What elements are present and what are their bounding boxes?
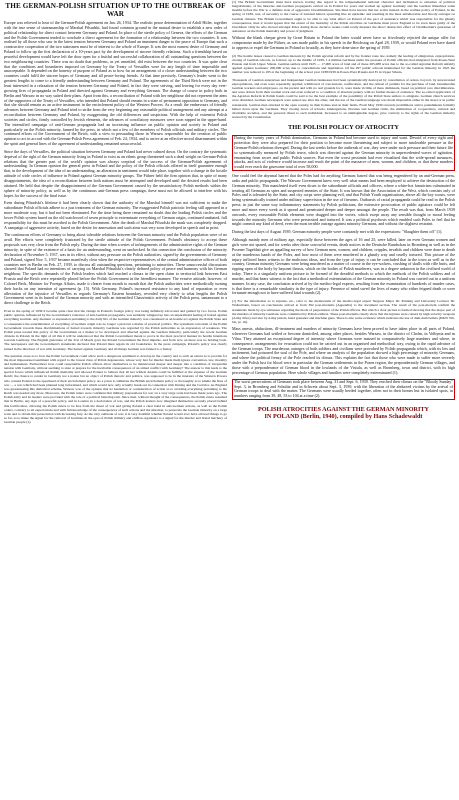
left-column [4, 0, 227, 800]
paragraph-3: Even during Pilsudski's lifetime it had been clearly shown that the authority of the Marshal himself was not sufficient to make the subordinate Polish officials adhere to a just treatment of the German minority. The exaggerated Polish patriotic feeling still appeared in a more moderate way, but it had not been eliminated. For the time being there remained no doubt that the leading Polish circles and the lower Polish system based on the old watchword of seven principle to exterminate everything of German origin, continued unabated, full responsibility for this must be ascribed to the Polish Government. After the death of Marshal Pilsudski the mask was completely dropped. A campaign of aggressive activity, based on the desire for annexation and such aims was very soon developed in speech and in print. [4, 200, 227, 230]
paragraph-last-days: During the last days of August 1939, German minority people were constantly met with the expressions: "Slaughter them off" (1). [232, 229, 443, 235]
highlighted-paragraph-domination: During the twenty years of Polish domination, Germans in Poland had become used to injury and want. Devoid of every right and protection they were also prepared for their position to become more threatening and subject to more intolerable pressure as the German-Polish relations diverged. During the last weeks before the outbreak of war, they were under such pressure and their future life so systematically menaced by Polish terror, which was directed against the German minority in unprecedented waves of agitation, emanating from secret and public Polish sources. But even the worst pessimist had ever visualised that the wide-spread measures, attacks, and acts of violence would increase and reach the point of the massacre of men, women, and children, or that these murders would ever reach the gruesome total of over 58,000. [234, 135, 453, 170]
paragraph-mass-arrests: Mass arrests, abductions, ill-treatment and murders of minority Germans have been proved to have taken place in all parts of Poland, wherever Germans had settled or become domiciled, among other places, besides Warsaw, in the district of Cholm, in Volhynia and in Vilna. They attained an exceptional degree of intensity where Germans were massed in comparatively large numbers and where, in consequence, arrangements for evacuation could not be carried out in an organised and methodical way, owing to the rapid advance of the German troops. The murderous outrages of both soldiers and civilians were provoked by Polish propaganda which, with its lies and incitement, had poisoned the soul of the Pole, and where an analysis of the population showed a high percentage of minority Germans, and where the political frenzy of the Pole reached its climax. This explains the fact that those who were made to suffer more severely under the Polish lust for blood were in particular the German settlements in the Posen region, the preponderantly German villages, and those with a preponderance of German blood in the lowlands of the Vistula, as well as Bromberg, town and district, with its high percentage of German population. Here whole villages and families were completely exterminated (1). [232, 326, 455, 375]
paragraph-2: Since the days of Versailles, the political situation between Germany and Poland had never calmed down. On the contrary the systematic deprival of the right of the German minority living in Poland to exist as an ethnic group threatened such a dead weight on German-Polish relations that the greater part of the world's opinion was always sceptical of the success of the German-Polish agreement of understanding. In German opinion the general press in Poland and the policy of the Polish officials offered in itself guarantee enough that, in the development of the idea of an understanding, an alteration in sentiment would take place, together with a change in the hostile attitude of wide circles of influence in Poland against German minority groups. The Führer held the firm opinion that, in spite of many disappointments, the idea of a reconciliation between both nations must be attempted and developed until the desired results had been attained. He held that despite the disappointment of the German Government caused by the unsatisfactory Polish methods within the sphere of minority policy, as well as by the continuous anti-German press campaign, these must not be allowed to interfere with his hopes for the success of the final issue. [4, 148, 227, 198]
paragraph-4: The continuous efforts of Germany to bring about tolerable relations between the German minority and the Polish population were of no avail. Her efforts were completely frustrated by the sterile attitude of the Polish Government. Poland's obstinacy to accept these proposals was very clear from the Polish reply. During the time when a series of infringements of the administrative rights of the German minority, in spite of the existence of a basis for an understanding, went on unchecked. In this connection the conclusion of the minority declaration of November 5, 1937, was in its effect, without any pressure on the Polish authorities, signed by the governments of Germany and Poland, signed Nov. 5, 1937 became manifestly clear when the respective representatives of the central administrative offices of both countries met in Berlin on Feb. 27, 1939, to discuss all outstanding questions, pertaining to minorities. These unsuccessful discussions showed that Poland had no intentions of carrying on Marshal Pilsudski's clearly defined policy of peace and harmony with his German neighbour. The specific demands of the Polish leaders which had reached a climax in the open claim to territorial link between East Prussia and the Reich were repeatedly placed before the Polish Government in the friendliest manner: The evasive attitude, however, of Colonel Beck, Minister for Foreign Affairs, made it clearer from month to month that the Polish authorities were methodically turning their backs on any intention of agreement (p. 15). With Germany, Poland's increased resistance to any kind of reparation or even alleviation of the injustice of Versailles as regards Germany's Eastern boundary, revealed very clearly to what lengths the Polish Government went in its hatred of the German minority and with an intensified Chauvinistic activity of the Polish press, tantamount to a direct challenge to the Reich. [4, 232, 227, 306]
footnote-1: (1) The British Government must have known, having due regard to the temperamental national character and inclination to extremes of political megalomania, of the likewise anti-German propaganda carried on in Poland for years and worked up against Germany and the German minorities some months before the War to a definite state of aggressive bloodthirstiness. She must have known that her active interest in the warlike policy of Poland, in the spring of 1939, was, of necessity to the course of national hatred, spreading like an epidemic and resulting in the most unbelievable and bloody outrages on German citizens. The British Government ought to be able to say what effect on Poland of the pact of assistance which was responsible for the ghastly consequences, then it would appear that the extent of the bestiality of the Polish atrocities on Germans must prove England to be even more guilty of the bloodshed. Only he who moved amongst Poles during those decisive weeks could really measure the direct destructive effect of Chamberlain's guarantee of assistance on the Polish mentality and power of judgment. [232, 0, 455, 34]
footnote-3: (1) For the information as to injuries, etc., refer to the memoranda of the medico-legal expert Surgeon Major Dr. Panning and University Lecturer Dr. Waltermann, based on conclusions arrived at from 392 post-mortems (Appendix) to the document section. The result of the post-mortem confirm the statements made by eye-witnesses regarding the mode of perpetration of the Polish officers. But which a clear picture is formed showing that the major part of the murders of minority Germans were committed by Polish soldiers. These post-mortems clearly show that the injuries were caused by high-velocity weapons (Army rifles) and also by Army pistols, hand grenades and machine guns. There is also some evidence which indicates the use of dum-dum bullets (DKW Wh, bis, pt. 16). [232, 299, 455, 325]
paragraph-6: The question arose as to how the Polish Government could allow such a dangerous sentiment to develop in the country and to such an extent as to provide for the most impassioned sentiment with regard to the lowest class of Polish degenerates, whose very lust for murder made them ignore convention, law, morality and humaneness. Furthermore how could responsible Polish officers allow themselves to be maneuvered deeper and deeper into a condition of irreparable tension with Germany, without seeming to state or prepare for the inevitable consequences of an armed conflict with Germany? The answer to this leads to the special forces which influenced Polish mentality and allowed Poland to believe that all her wildest dreams could be fulfilled at the expense of the German Reich; the chance to render in Germany not a nation but an object of Polish rhetoric and politics, was supposed to be in the interests of the Western Powers who wanted Poland as the spearhead of their encirclement policy. As a pawn to stimulate the British encirclement policy or thoroughly as to kindle the fires of war — a war which had been planned long beforehand, and which would now only actually break out in connection with Danzig and the Corridor. As England was guaranteeing this diabolical scheme, Warsaw was of the opinion that no hesitation or consideration of action as to avoiding everything pertaining to the Reich was needed any more. Moreover, the Polish rulers were confident that military preparations for war on a very large scale had been made years ago. The Polish army and its leaders were provided with the role of a political battering ram. Since then, without thought of the consequences, the Polish rulers assumed that in Berlin, any sign of a peaceful policy, and in London in a declaration of war, and the Polish leaders now imagined themselves securely placed behind this fortification, allowing the Polish rulers to be free from the threat of war and giving Poland a clear hand in anti-German actions, as well as the Polish orders, contrary to all expectations and with full knowledge of the consequences of such actions and the situation, to persecute the German minority on a large scale and to obtain this persecution with increasing fury. At the very outbreak of war, it is very doubtful whether Poland would ever have allowed things to go so far, as to make the signal for the removal of Germans in the eyes of Polish military and civilian organisers to a signal for the murder and brutal butchery of German people (1). [4, 353, 227, 425]
paragraph-hatred: One could feel the abysmal hatred that the Poles had for anything German; hatred that was being engendered by an anti-German press, radio and public propaganda. The Warsaw Government knew very well what means had been employed to achieve the destruction of the German minority. This manifested itself even down to the subordinate officials and officers, where a white-hot fanaticism culminated in treating all Germans as spies and suspected enemies of the State. It was known that the Association of the West, which consists only of Poles and is tolerated by the State, and city corps were planning evil, and that Polish Youth organisations, above all the boy scouts, were being systematically trained under military supervision in the use of firearms. Outbursts of racial propaganda could be read in the Polish press; in just the same way inflammatory statements by Polish politicians, the extensive provocation of public agitators could be felt more and more every week as it spread and penetrated deeper and deeper amongst the people. The result was that, from March 1939 onwards, every reasonable Polish elements were dragged into the vortex, which swept away any sensible thought or moral feeling towards the minority Germans who were persecuted and tortured. It was a political psychosis which enabled such Poles to feel that he might commit any kind of deed, even the most terrible outrage against minority Germans, and without the slightest restraint. [232, 173, 455, 227]
highlighted-paragraph-worst: The worst persecutions of Germans took place between Aug. 31 and Sept. 6, 1939. They reached their climax on the "Bloody Sunday" Sept. 3, in Bromberg and Schulitz and in Schwetz about Sept. 3, 1939, with the liberation of the abducted victims by the arrival of German troops to deal with the matter. The Germans were usually herded together, often not in their homes but in isolated spots, in numbers ranging from 39, 48, 53 to 104 at a time (2). [234, 378, 453, 399]
paragraph-although: Although mainly men of military age, especially those between the ages of 16 and 25, were killed, later on even German women and girls were not spared, and for weeks after those sorrowful events, death notices in the Deutsche Rundschau in Bromberg as well as in the Posener Tageblatt give an appalling survey of how German men, women, and children, cripples, invalids and children were done to death at the murderous hands of the Poles, and how most of them were murdered in a ghastly way and cruelly tortured. This picture of the injury inflicted bears witness to the malicious ideas, and from the type of injury it can be concluded that in the town as well as in the country, German minority Germans were being murdered as a matter of course in the eye-sockets, crushing of skulls with rifle butts, and ripping open of the body by bayonet thrusts, which on the bodies of Polish murderers, was in a degree unknown in the civilised world of today. There is a singularly uniform picture to be formed of the dreadful methods to which the methods of the Polish soldiers and of murder, and that bears witness to the fact that a methodical extermination of the German minority in Poland was carried out in a uniform manner. In any case, the conclusion arrived at by the medico-legal experts, resulting from the examination of hundreds of murder cases, is that there is a remarkable similarity in the type of injury. Presence of mind saved the lives of many who either feigned death or were fortunate enough not to have suffered fatal wounds (2). [232, 237, 455, 296]
paragraph-blank-cheque: Without the blank cheque given by Great Britain to Poland the latter would never have so frivolously rejected the unique offer for compromise made by the Führer, as was made public in his speech in the Reichstag on April 28, 1939, or would Poland ever have dared to oppress or expel the Germans in Poland so brutally, as they have done since the spring of 1939. [232, 35, 455, 50]
paragraph-1: Europe was relieved to hear of the German-Polish agreement on Jan. 26, 1934. The realistic peace determination of Adolf Hitler, together with the true sense of statesmanship of Marshal Pilsudski, had found common ground in the mutual desire to establish a new order of political relationship for direct contact between Germany and Poland. In place of the sterile policy of Geneva, the efforts of the German and the Polish Government tended to conclude a direct agreement for the formation of a relationship between the two countries. It was realised by all those who saw in the latest tension between Germany and Poland an imminent danger to the peace of Europe that such a constructive cooperation of the two statesmen must be of interest to the whole of Europe. It was the most earnest desire of Germany and Poland to follow up the first declaration of a 10-years pact by the development of sincere friendly relations. Such a friendship based on peaceful development would have left the door open for a fruitful and successful collaboration of all outstanding questions between the two neighbouring countries. There was no doubt that problems, as yet unsettled, did exist between the two countries. It was quite clear that the conditions and boundaries imposed on Germany by the Treaty of Versailles were for any length of time impossible and unacceptable. It depended on the honesty of purpose of Poland as to how far an arrangement of a closer understanding between the two countries could fulfil the sincere hopes of Germany and all peace-loving friends. At that time precisely, Germany's leader went to the greatest lengths to come to a friendly understanding between Germany and Poland. The agreements of the Third Reich were not in the least interested in a relaxation of the tension between Germany and Poland, in fact they were striving, and leaving for every day ever-growing fires of propaganda in Poland and directed against Germany and everything German. The change of course in policy both in Berlin and Warsaw in no way suited their plans. Apart from this, a reconciliation of Poland with her neighbour did not represent the aims of the supporters of the Treaty of Versailles, who intended that Poland should remain in a state of permanent opposition to Germany, and that she should remain as an active instrument in the encirclement policy of the Western Powers. As a result the endeavours of friendly advances between Germany and Poland tried to strike from the very beginning any reasonable political arrangement and any attempt at a reconciliation between Germany and Poland, by exaggerating the old differences and suspicions. With the help of extremist Polish societies and circles, firmly controlled by Jewish elements, the advances of conciliatory measures were soon nipped in the upper-hand. The intensified campaign of anti-German propaganda had an increasing influence on public opinion and society in Poland and particularly on the Polish minority, fanned by the press, in which not a few of the members of Polish officials and military circles. The continued efforts of the Government of the Reich, with a view to persuading those in Warsaw responsible for the creation of public opinion to act in accord with the German-Polish Press agreement of Feb. 24, 1934, and to arrive at an effective moral disarmament within the spirit and general lines of the agreement of understanding remained unsuccessful. [4, 20, 227, 147]
document-source-title [232, 406, 455, 420]
footnote-2: (2) The hostile issues caused to German interests by the Polish agrarian reform and by the frontier zone law, namely the leading of emigration, expropriation, closing of German schools, as follows: up to the middle of 1939, 1.4 million Germans under the pressure of Polish officials had emigrated from Posen-West Prussia and from Upper Silesia. German settlers until 1925 — 17,000 acres of land and of these 265,288 acres due to the so-called Agrarian Reform unfairly applied against Germans; 200,000 acres due to cancellations and liquidation. Of the 297 public schools maintained for the German minority in 1925 the number was reduced to 185 at the beginning of the school year 1938/1939 in Posen-West Prussia and 35 in Upper Silesia. [232, 53, 455, 75]
right-column [232, 0, 455, 800]
section-heading: THE POLISH POLICY OF ATROCITY [288, 124, 399, 132]
page-heading: THE GERMAN-POLISH SITUATION UP TO THE OUTBREAK OF WAR [5, 2, 226, 18]
source-title-line-2: IN POLAND (Berlin, 1940), compiled by Hans Schadewaldt [264, 413, 423, 421]
source-title-line-1: POLISH ATROCITIES AGAINST THE GERMAN MINORITY [257, 406, 430, 414]
paragraph-enterprises: Thousands of German enterprises and independent German businesses had been systematically destroyed by cancellation of orders, boycott, by unwarranted expropriations, and even were repeatedly applied, withdrawal of concessions, confiscation, and the refusal of permits for the purchase of land. Innumerable German workers and employees, on the pretext and with no real grounds for it, were made victims of mass dismissals, based on political race discrimination, and were driven from their normal work and even reduced to a condition of absolute penury with no further means of existence. The so-called application of the Agrarian Reform in Polish hands could be said to be the best example of the possibility of the Polish State settlers to emigrate. German church services were disturbed, German newspapers were seized one after the other, and the use of the German language was made impossible either in the street or in public restaurants. German men attacked in the open country, in their homes and on their farms. From May 1939 onwards prohibitions and/or punishments formally halted down upon the Germans. They closing down of schools, kindergartens, libraries and German clubs, the elimination of cooperatives, cultural and charitable societies, and the personal threat to each individual, increased to an unimaginable degree, gave contrary to the rights of the German minority secured by the Constitution. [232, 77, 455, 119]
paragraph-5: Even in the spring of 1939 it became quite clear that the change in Poland's foreign policy was being definitely advocated and guided by two forces. Polish public opinion, influenced by the Government's tolerance of anti-German propaganda, was suddenly whipped up into an unparalleled feeling of hatred against everything German. Any moment or expression pertaining to the daily life of the German minority was considered as an hostile act against the Polish State and a consequence the extermination of everything of German origin was no longer a plan but a matter of practical politics. The systematic terrorism of the Polish Government towards these discriminations of hatred towards minority Germans was regarded by the Polish authorities as an expression of weakness. The Polish press treated this policy of the Government as a matter to be developed, and directed against the German minority, particularly the recent German citizens in Poland. In the light of all this it will be understood that the Polish Government meant to prove in the most practical manner its hostile intentions towards Germany. The English guarantee of the 31st of March gave the Poland Government the final impulse, and from now on there was no holding back. The newspapers and the Government's statements declared that Poland must regain its old boundaries. In the press campaign, Poland's policy was clearly turned in the direction of war with Germany. The hatred against Germany and all things German was fanned to a frenzy. [4, 309, 227, 351]
